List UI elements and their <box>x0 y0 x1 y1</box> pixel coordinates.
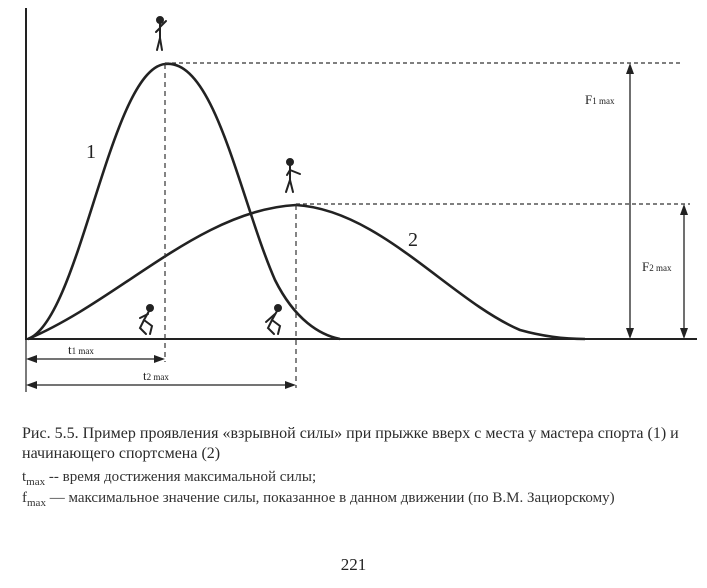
page-number: 221 <box>340 555 367 574</box>
crouch-figure-icon <box>266 305 281 334</box>
note-text: — максимальное значение силы, показанное в данном движении (по В.М. Зациорскому) <box>45 490 615 506</box>
note-subscript: max <box>26 476 46 488</box>
t1-max-arrowhead-left <box>26 355 37 363</box>
f1-max-arrowhead-top <box>626 63 634 74</box>
jumper-figure-icon <box>286 159 300 192</box>
jumper-figure-icon <box>156 17 166 50</box>
t2-max-arrowhead-left <box>26 381 37 389</box>
crouch-figure-icon <box>140 305 153 334</box>
note-symbol: t <box>22 469 27 485</box>
f2-max-label: F2 max <box>642 259 672 274</box>
t2-max-label: t2 max <box>143 368 169 383</box>
t1-max-arrowhead-right <box>154 355 165 363</box>
t1-max-label: t1 max <box>68 342 94 357</box>
f1-max-label: F1 max <box>585 92 615 107</box>
curve-2 <box>28 205 585 339</box>
f2-max-arrowhead-top <box>680 204 688 215</box>
note-symbol: f <box>22 490 27 506</box>
curve-2-label: 2 <box>408 229 418 251</box>
note-f-max <box>22 489 698 513</box>
curve-1-label: 1 <box>86 141 96 163</box>
note-subscript: max <box>27 497 46 509</box>
curve-1 <box>28 64 340 339</box>
t2-max-arrowhead-right <box>285 381 296 389</box>
f1-max-arrowhead-bottom <box>626 328 634 339</box>
figure-caption: Рис. 5.5. Пример проявления «взрывной силы» при прыжке вверх с места у мастера спорта (1) и начинающего спортсмена (2) <box>22 425 679 462</box>
f2-max-arrowhead-bottom <box>680 328 688 339</box>
note-text: -- время достижения максимальной силы; <box>45 469 317 485</box>
